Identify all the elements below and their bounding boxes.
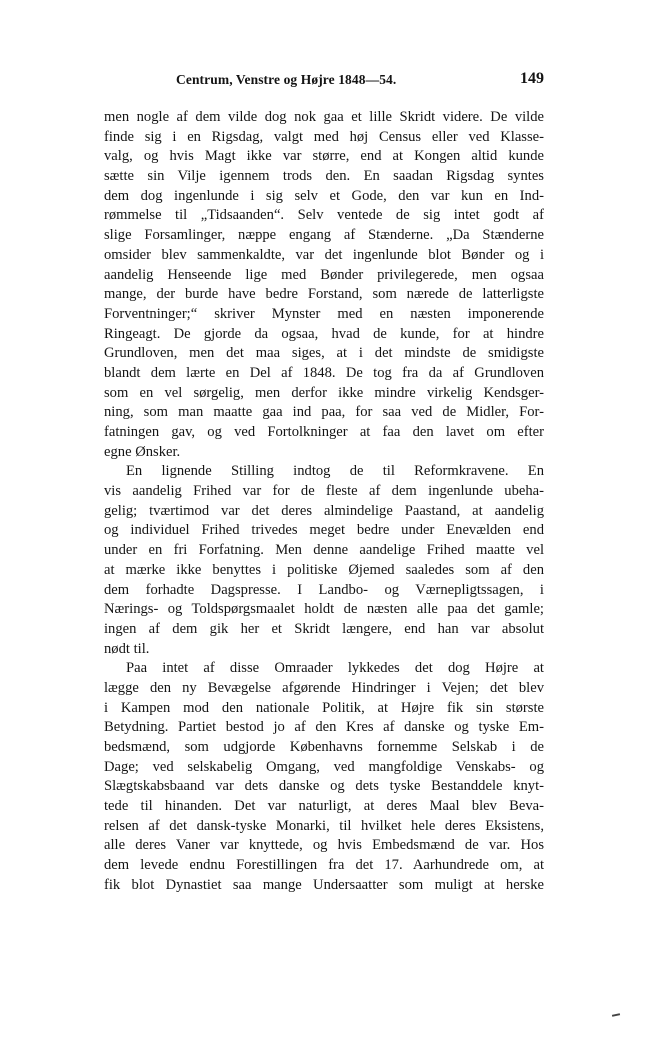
text-line: Paa intet af disse Omraader lykkedes det dog Højre at <box>126 660 544 677</box>
body-text <box>104 108 544 896</box>
text-line: Grundloven, men det maa siges, at i det mindste de smidigste <box>104 345 544 362</box>
text-line: omsider blev sammenkaldte, var det ingenlunde blot Bønder og i <box>104 246 544 263</box>
text-line: blandt dem lærte en Del af 1848. De tog fra da af Grundloven <box>104 364 544 381</box>
text-line: ingen af dem gik her et Skridt længere, end han var absolut <box>104 620 544 637</box>
text-line: En lignende Stilling indtog de til Reformkravene. En <box>126 463 544 480</box>
text-line: alle deres Vaner var knyttede, og hvis Embedsmænd de var. Hos <box>104 837 544 854</box>
scan-mark <box>612 1013 620 1017</box>
text-line: Slægtskabsbaand var dets danske og dets tyske Bestanddele knyt- <box>104 778 544 795</box>
text-line: dem levede endnu Forestillingen fra det 17. Aarhundrede om, at <box>104 857 544 874</box>
text-line: Ringeagt. De gjorde da ogsaa, hvad de kunde, for at hindre <box>104 325 544 342</box>
page-number: 149 <box>520 70 544 87</box>
text-line: og individuel Frihed trivedes meget bedre under Enevælden end <box>104 522 544 539</box>
text-line: slige Forsamlinger, næppe engang af Stænderne. „Da Stænderne <box>104 227 544 244</box>
page-header <box>104 72 544 96</box>
text-line: valg, og hvis Magt ikke var større, end at Kongen altid kunde <box>104 148 544 165</box>
text-line: fik blot Dynastiet saa mange Undersaatter som muligt at herske <box>104 876 544 893</box>
text-line: egne Ønsker. <box>104 443 181 460</box>
text-line: dem dog ingenlunde i sig selv et Gode, den var kun en Ind- <box>104 187 544 204</box>
text-line: rømmelse til „Tidsaanden“. Selv ventede de sig intet godt af <box>104 207 544 224</box>
text-line: bedsmænd, som udgjorde Københavns fornemme Selskab i de <box>104 739 544 755</box>
text-line: mange, der burde have bedre Forstand, som nærede de latterligste <box>104 286 544 303</box>
text-line: lægge den ny Bevægelse afgørende Hindringer i Vejen; det blev <box>104 679 544 696</box>
text-line: som en vel sørgelig, men derfor ikke mindre virkelig Kendsger- <box>104 384 544 401</box>
text-line: gelig; tværtimod var det deres almindelige Paastand, at aandelig <box>104 502 544 519</box>
text-line: Betydning. Partiet bestod jo af den Kres af danske og tyske Em- <box>104 719 544 736</box>
text-line: Dage; ved selskabelig Omgang, ved mangfoldige Venskabs- og <box>104 758 544 775</box>
text-line: i Kampen mod den nationale Politik, at Højre fik sin største <box>104 699 544 716</box>
text-line: vis aandelig Frihed var for de fleste af dem ingenlunde ubeha- <box>104 483 544 500</box>
text-line: aandelig Henseende lige med Bønder privilegerede, men ogsaa <box>104 266 544 283</box>
text-line: fatningen gav, og ved Fortolkninger at faa den lavet om efter <box>104 424 544 440</box>
running-title: Centrum, Venstre og Højre 1848—54. <box>176 72 397 87</box>
text-line: nødt til. <box>104 640 150 657</box>
text-line: tede til hinanden. Det var naturligt, at deres Maal blev Beva- <box>104 798 544 815</box>
text-line: under en fri Forfatning. Men denne aandelige Frihed maatte vel <box>104 542 544 559</box>
text-line: sætte sin Vilje igennem trods den. En saadan Rigsdag syntes <box>104 168 544 185</box>
text-line: relsen af det dansk-tyske Monarki, til hvilket hele deres Eksistens, <box>104 817 544 834</box>
text-line: Nærings- og Toldspørgsmaalet holdt de næsten alle paa det gamle; <box>104 601 544 618</box>
text-line: at mærke ikke benyttes i politiske Øjemed saaledes som af den <box>104 561 544 578</box>
text-line: Forventninger;“ skriver Mynster med en næsten imponerende <box>104 305 544 322</box>
text-line: men nogle af dem vilde dog nok gaa et lille Skridt videre. De vilde <box>104 109 544 125</box>
text-line: finde sig i en Rigsdag, valgt med høj Census eller ved Klasse- <box>104 128 544 145</box>
text-line: dem forhadte Dagspresse. I Landbo- og Værnepligtssagen, i <box>104 581 544 598</box>
text-line: ning, som man maatte gaa ind paa, for saa ved de Midler, For- <box>104 404 544 421</box>
